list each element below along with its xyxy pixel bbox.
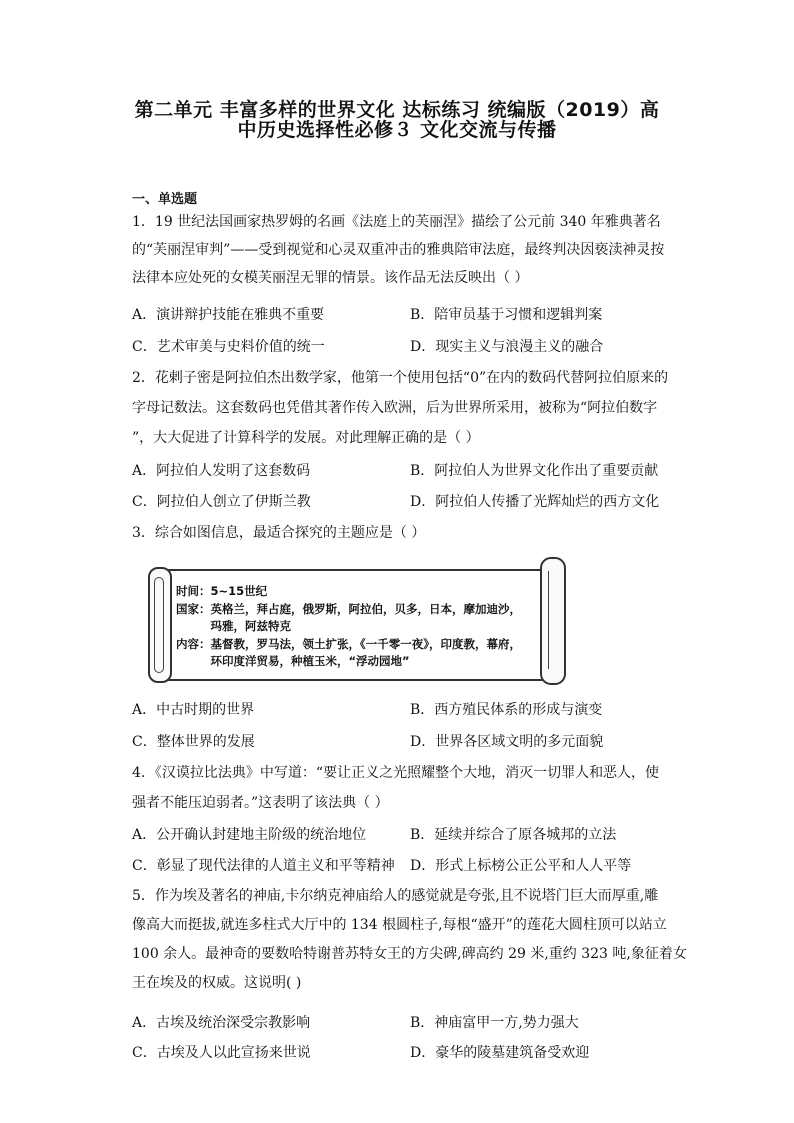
- q1-stem-line: 1．19 世纪法国画家热罗姆的名画《法庭上的芙丽涅》描绘了公元前 340 年雅典著名: [132, 214, 661, 230]
- q5-option-b: B．神庙富甲一方,势力强大: [410, 1015, 579, 1031]
- q1-option-a: A．演讲辩护技能在雅典不重要: [132, 307, 325, 323]
- q2-option-c: C．阿拉伯人创立了伊斯兰教: [132, 494, 311, 510]
- q1-option-d: D．现实主义与浪漫主义的融合: [410, 339, 604, 355]
- q5-stem-line: 王在埃及的权威。这说明( ): [132, 975, 302, 991]
- scroll-figure: [142, 553, 566, 685]
- q1-stem-line: 的“芙丽涅审判”——受到视觉和心灵双重冲击的雅典陪审法庭，最终判决因亵渎神灵按: [132, 242, 665, 258]
- section-heading: 一、单选题: [132, 192, 198, 207]
- q2-stem-line: ”，大大促进了计算科学的发展。对此理解正确的是（ ）: [132, 430, 480, 446]
- q5-stem-line: 5．作为埃及著名的神庙,卡尔纳克神庙给人的感觉就是夸张,且不说塔门巨大而厚重,雕: [132, 888, 659, 904]
- q5-option-d: D．豪华的陵墓建筑备受欢迎: [410, 1045, 590, 1061]
- q4-option-a: A．公开确认封建地主阶级的统治地位: [132, 827, 367, 843]
- q4-option-b: B．延续并综合了原各城邦的立法: [410, 827, 617, 843]
- q2-option-b: B．阿拉伯人为世界文化作出了重要贡献: [410, 463, 659, 479]
- q3-option-b: B．西方殖民体系的形成与演变: [410, 702, 603, 718]
- q1-option-c: C．艺术审美与史料价值的统一: [132, 339, 325, 355]
- scroll-countries-line: 国家：英格兰，拜占庭，俄罗斯，阿拉伯，贝多，日本，摩加迪沙，: [176, 602, 521, 616]
- q2-stem-line: 字母记数法。这套数码也凭借其著作传入欧洲，后为世界所采用，被称为“阿拉伯数字: [132, 400, 658, 416]
- q1-stem-line: 法律本应处死的女模芙丽涅无罪的情景。该作品无法反映出（ ）: [132, 270, 529, 286]
- q3-option-d: D．世界各区域文明的多元面貌: [410, 734, 604, 750]
- scroll-left-roll: [148, 567, 172, 683]
- scroll-countries-line: 玛雅，阿兹特克: [176, 619, 291, 633]
- q5-stem-line: 像高大而挺拔,就连多柱式大厅中的 134 根圆柱子,每根“盛开”的莲花大圆柱顶可以站立: [132, 917, 667, 933]
- scroll-right-roll: [540, 557, 566, 685]
- scroll-time-line: 时间：5~15世纪: [176, 584, 268, 598]
- q3-stem-line: 3．综合如图信息，最适合探究的主题应是（ ）: [132, 525, 426, 541]
- q2-stem-line: 2．花剌子密是阿拉伯杰出数学家，他第一个使用包括“0”在内的数码代替阿拉伯原来的: [132, 370, 669, 386]
- q2-option-a: A．阿拉伯人发明了这套数码: [132, 463, 311, 479]
- q4-option-d: D．形式上标榜公正公平和人人平等: [410, 858, 632, 874]
- q4-option-c: C．彰显了现代法律的人道主义和平等精神: [132, 858, 395, 874]
- q2-option-d: D．阿拉伯人传播了光辉灿烂的西方文化: [410, 494, 660, 510]
- scroll-content-line: 内容：基督教，罗马法，领土扩张，《一千零一夜》，印度教，幕府，: [176, 637, 521, 651]
- q3-option-a: A．中古时期的世界: [132, 702, 255, 718]
- q4-stem-line: 强者不能压迫弱者。”这表明了该法典（ ）: [132, 795, 389, 811]
- doc-title-line2: 中历史选择性必修３ 文化交流与传播: [237, 119, 557, 141]
- q5-option-a: A．古埃及统治深受宗教影响: [132, 1015, 311, 1031]
- q5-option-c: C．古埃及人以此宣扬来世说: [132, 1045, 311, 1061]
- doc-title-line1: 第二单元 丰富多样的世界文化 达标练习 统编版（2019）高: [134, 99, 660, 121]
- q3-option-c: C．整体世界的发展: [132, 734, 255, 750]
- q1-option-b: B．陪审员基于习惯和逻辑判案: [410, 307, 603, 323]
- q5-stem-line: 100 余人。最神奇的要数哈特谢普苏特女王的方尖碑,碑高约 29 米,重约 323 吨,象征着女: [132, 946, 687, 962]
- q4-stem-line: 4．《汉谟拉比法典》中写道：“要让正义之光照耀整个大地，消灭一切罪人和恶人，使: [132, 765, 660, 781]
- scroll-content-line: 环印度洋贸易，种植玉米，“浮动园地”: [176, 654, 410, 668]
